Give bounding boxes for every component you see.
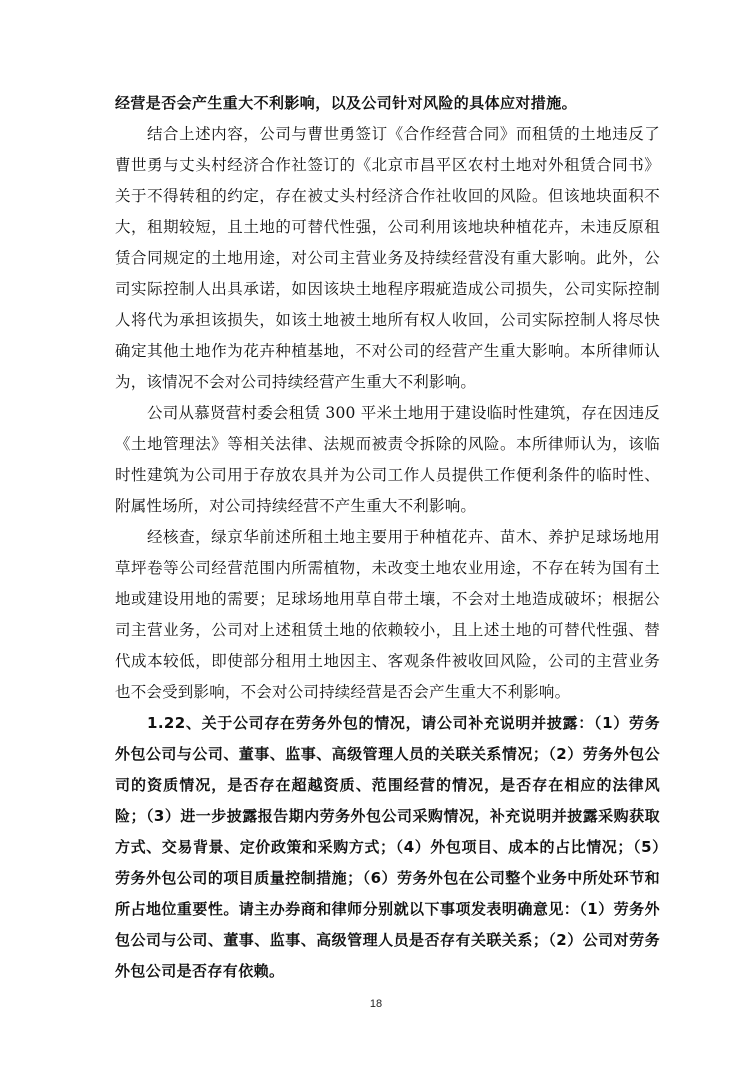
paragraph-temporary-building: 公司从慕贤营村委会租赁 300 平米土地用于建设临时性建筑，存在因违反《土地管理法》等相关法律、法规而被责令拆除的风险。本所律师认为，该临时性建筑为公司用于存放农具并为公司工作人员提供工作便利条件的临时性、附属性场所，对公司持续经营不产生重大不利影响。: [115, 404, 660, 515]
page-number: 18: [369, 998, 383, 1010]
paragraph-land-lease-conclusion: 结合上述内容，公司与曹世勇签订《合作经营合同》而租赁的土地违反了曹世勇与丈头村经济合作社签订的《北京市昌平区农村土地对外租赁合同书》关于不得转租的约定，存在被丈头村经济合作社收回的风险。但该地块面积不大，租期较短，且土地的可替代性强，公司利用该地块种植花卉，未违反原租赁合同规定的土地用途，对公司主营业务及持续经营没有重大影响。此外，公司实际控制人出具承诺，如因该块土地程序瑕疵造成公司损失，公司实际控制人将代为承担该损失，如该土地被土地所有权人收回，公司实际控制人将尽快确定其他土地作为花卉种植基地，不对公司的经营产生重大影响。本所律师认为，该情况不会对公司持续经营产生重大不利影响。: [115, 125, 660, 391]
paragraph-heading-continuation: 经营是否会产生重大不利影响，以及公司针对风险的具体应对措施。: [115, 94, 578, 112]
document-body: [115, 88, 660, 987]
paragraph-question-1-22: 1.22、关于公司存在劳务外包的情况，请公司补充说明并披露：（1）劳务外包公司与公司、董事、监事、高级管理人员的关联关系情况；（2）劳务外包公司的资质情况，是否存在超越资质、范围经营的情况，是否存在相应的法律风险；（3）进一步披露报告期内劳务外包公司采购情况，补充说明并披露采购获取方式、交易背景、定价政策和采购方式；（4）外包项目、成本的占比情况；（5）劳务外包公司的项目质量控制措施；（6）劳务外包在公司整个业务中所处环节和所占地位重要性。请主办券商和律师分别就以下事项发表明确意见：（1）劳务外包公司与公司、董事、监事、高级管理人员是否存有关联关系；（2）公司对劳务外包公司是否存有依赖。: [115, 714, 660, 980]
paragraph-verification: 经核查，绿京华前述所租土地主要用于种植花卉、苗木、养护足球场地用草坪卷等公司经营范围内所需植物，未改变土地农业用途，不存在转为国有土地或建设用地的需要；足球场地用草自带土壤，不会对土地造成破坏；根据公司主营业务，公司对上述租赁土地的依赖较小，且上述土地的可替代性强、替代成本较低，即使部分租用土地因主、客观条件被收回风险，公司的主营业务也不会受到影响，不会对公司持续经营是否会产生重大不利影响。: [115, 528, 660, 701]
